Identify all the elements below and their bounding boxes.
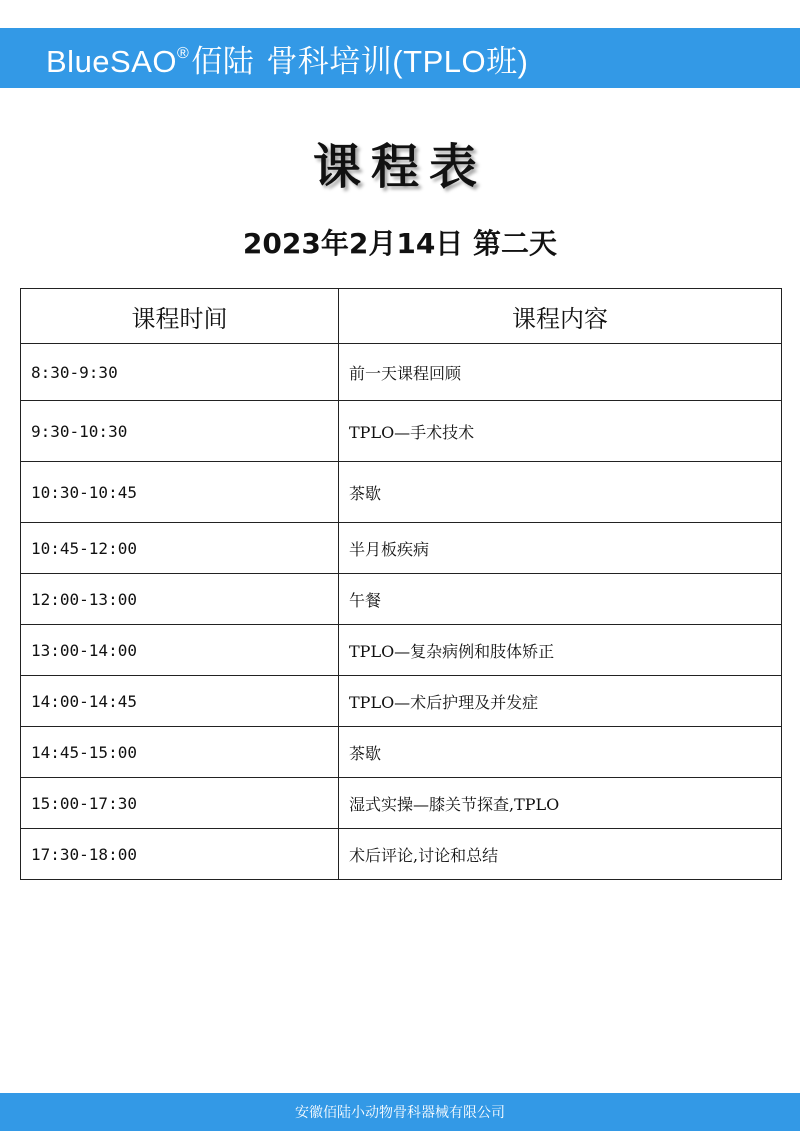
session-time: 14:45-15:00: [21, 727, 339, 778]
session-content: 茶歇: [339, 727, 782, 778]
brand-name-cn: 佰陆: [191, 43, 255, 79]
footer-bar: [0, 1093, 800, 1131]
session-content: 午餐: [339, 574, 782, 625]
company-name: 安徽佰陆小动物骨科器械有限公司: [295, 1105, 505, 1121]
table-row: [21, 462, 782, 523]
session-content: 湿式实操—膝关节探查,TPLO: [339, 778, 782, 829]
table-row: [21, 676, 782, 727]
schedule-table: [20, 288, 782, 880]
table-row: [21, 574, 782, 625]
brand-logo: [46, 36, 528, 81]
session-content: TPLO—手术技术: [339, 401, 782, 462]
session-time: 17:30-18:00: [21, 829, 339, 880]
registered-mark: ®: [177, 44, 190, 62]
session-time: 13:00-14:00: [21, 625, 339, 676]
session-time: 15:00-17:30: [21, 778, 339, 829]
table-row: [21, 778, 782, 829]
column-header-time: 课程时间: [21, 289, 339, 344]
document-title: 课程表: [312, 139, 487, 195]
document-subtitle: 2023年2月14日 第二天: [242, 227, 558, 260]
table-row: [21, 401, 782, 462]
course-name: 骨科培训(TPLO班): [266, 43, 529, 79]
session-content: 前一天课程回顾: [339, 344, 782, 401]
session-time: 10:45-12:00: [21, 523, 339, 574]
session-time: 8:30-9:30: [21, 344, 339, 401]
session-content: TPLO—术后护理及并发症: [339, 676, 782, 727]
session-content: 茶歇: [339, 462, 782, 523]
session-time: 9:30-10:30: [21, 401, 339, 462]
table-row: [21, 727, 782, 778]
table-header-row: [21, 289, 782, 344]
table-row: [21, 523, 782, 574]
session-content: 半月板疾病: [339, 523, 782, 574]
brand-name: BlueSAO: [46, 43, 178, 79]
session-time: 14:00-14:45: [21, 676, 339, 727]
session-time: 12:00-13:00: [21, 574, 339, 625]
table-row: [21, 829, 782, 880]
session-content: 术后评论,讨论和总结: [339, 829, 782, 880]
table-row: [21, 344, 782, 401]
session-content: TPLO—复杂病例和肢体矫正: [339, 625, 782, 676]
column-header-content: 课程内容: [339, 289, 782, 344]
header-bar: [0, 28, 800, 88]
session-time: 10:30-10:45: [21, 462, 339, 523]
table-row: [21, 625, 782, 676]
